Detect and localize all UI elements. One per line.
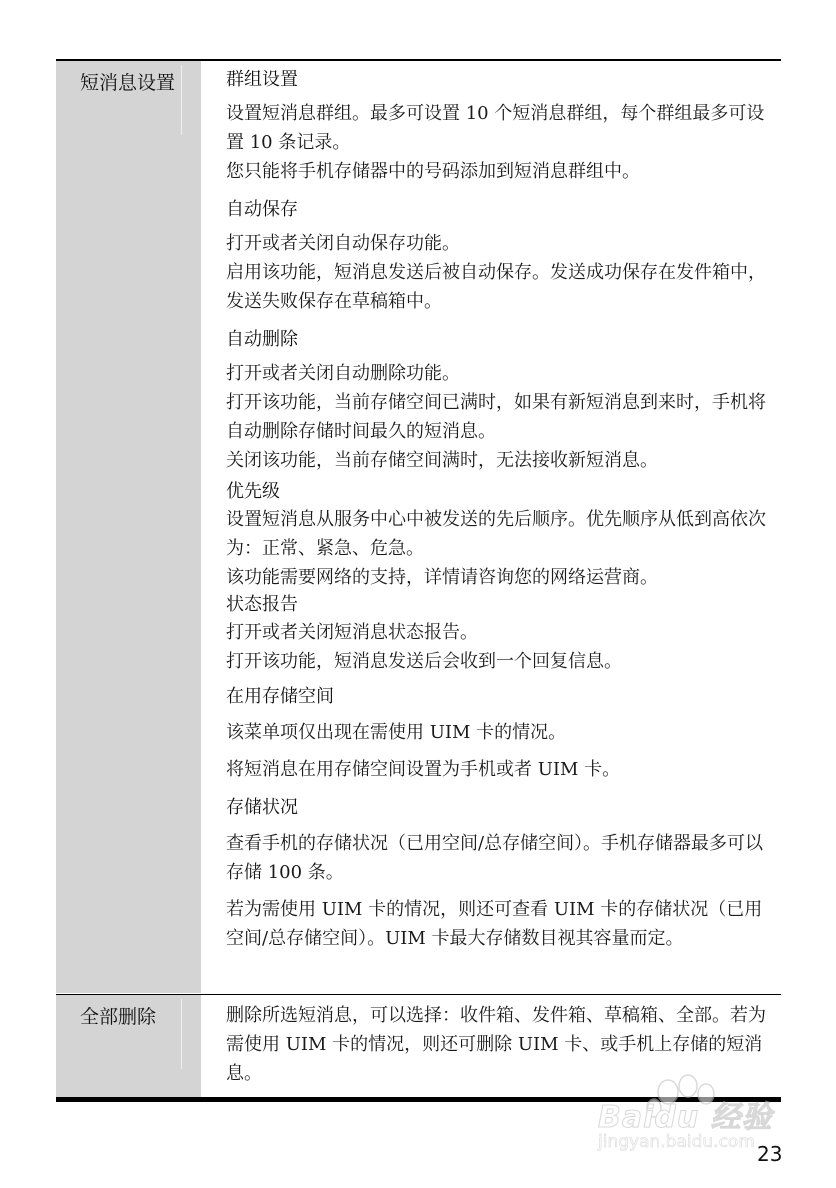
section-paragraph: 打开或者关闭自动保存功能。 <box>226 233 460 254</box>
section-heading: 群组设置 <box>226 69 298 90</box>
section-paragraph: 打开或者关闭短消息状态报告。 <box>226 622 478 643</box>
section-heading: 状态报告 <box>226 594 298 615</box>
section-paragraph: 该菜单项仅出现在需使用 UIM 卡的情况。 <box>226 722 567 743</box>
row-label: 全部删除 <box>80 1006 157 1028</box>
section-paragraph: 若为需使用 UIM 卡的情况，则还可查看 UIM 卡的存储状况（已用空间/总存储空间）。UIM 卡最大存储数目视其容量而定。 <box>226 899 763 949</box>
section-heading: 自动删除 <box>226 329 298 350</box>
section-priority <box>226 479 766 592</box>
page-number: 23 <box>757 1142 783 1166</box>
watermark-logo-text: Baidu 经验 <box>598 1100 773 1135</box>
row-label-cell <box>56 995 201 1098</box>
section-paragraph: 启用该功能，短消息发送后被自动保存。发送成功保存在发件箱中，发送失败保存在草稿箱中。 <box>226 262 766 312</box>
section-paragraph: 打开该功能，短消息发送后会收到一个回复信息。 <box>226 651 622 672</box>
section-paragraph: 关闭该功能，当前存储空间满时，无法接收新短消息。 <box>226 450 658 471</box>
section-paragraph: 删除所选短消息，可以选择：收件箱、发件箱、草稿箱、全部。若为需使用 UIM 卡的情况，则还可删除 UIM 卡、或手机上存储的短消息。 <box>226 1005 766 1084</box>
section-heading: 优先级 <box>226 481 280 502</box>
section-storage-in-use <box>226 684 766 784</box>
section-heading: 在用存储空间 <box>226 686 334 707</box>
section-paragraph: 设置短消息群组。最多可设置 10 个短消息群组，每个群组最多可设置 10 条记录。 <box>226 103 765 153</box>
section-paragraph: 该功能需要网络的支持，详情请咨询您的网络运营商。 <box>226 567 658 588</box>
section-heading: 存储状况 <box>226 797 298 818</box>
section-storage-status <box>226 795 766 953</box>
watermark-url: jingyan.baidu.com <box>598 1132 755 1152</box>
section-heading: 自动保存 <box>226 199 298 220</box>
section-paragraph: 设置短消息从服务中心中被发送的先后顺序。优先顺序从低到高依次为：正常、紧急、危急。 <box>226 509 766 559</box>
row-label-cell <box>56 61 201 993</box>
section-paragraph: 打开或者关闭自动删除功能。 <box>226 363 460 384</box>
section-group-settings <box>226 67 766 186</box>
section-auto-delete <box>226 327 766 475</box>
section-paragraph: 将短消息在用存储空间设置为手机或者 UIM 卡。 <box>226 759 621 780</box>
section-paragraph: 查看手机的存储状况（已用空间/总存储空间）。手机存储器最多可以存储 100 条。 <box>226 833 764 883</box>
section-paragraph: 您只能将手机存储器中的号码添加到短消息群组中。 <box>226 161 640 182</box>
section-auto-save <box>226 197 766 316</box>
section-paragraph: 打开该功能，当前存储空间已满时，如果有新短消息到来时，手机将自动删除存储时间最久的短消息。 <box>226 392 766 442</box>
section-status-report <box>226 592 766 676</box>
table-row-sms-settings <box>56 61 781 993</box>
row-label: 短消息设置 <box>80 72 176 94</box>
